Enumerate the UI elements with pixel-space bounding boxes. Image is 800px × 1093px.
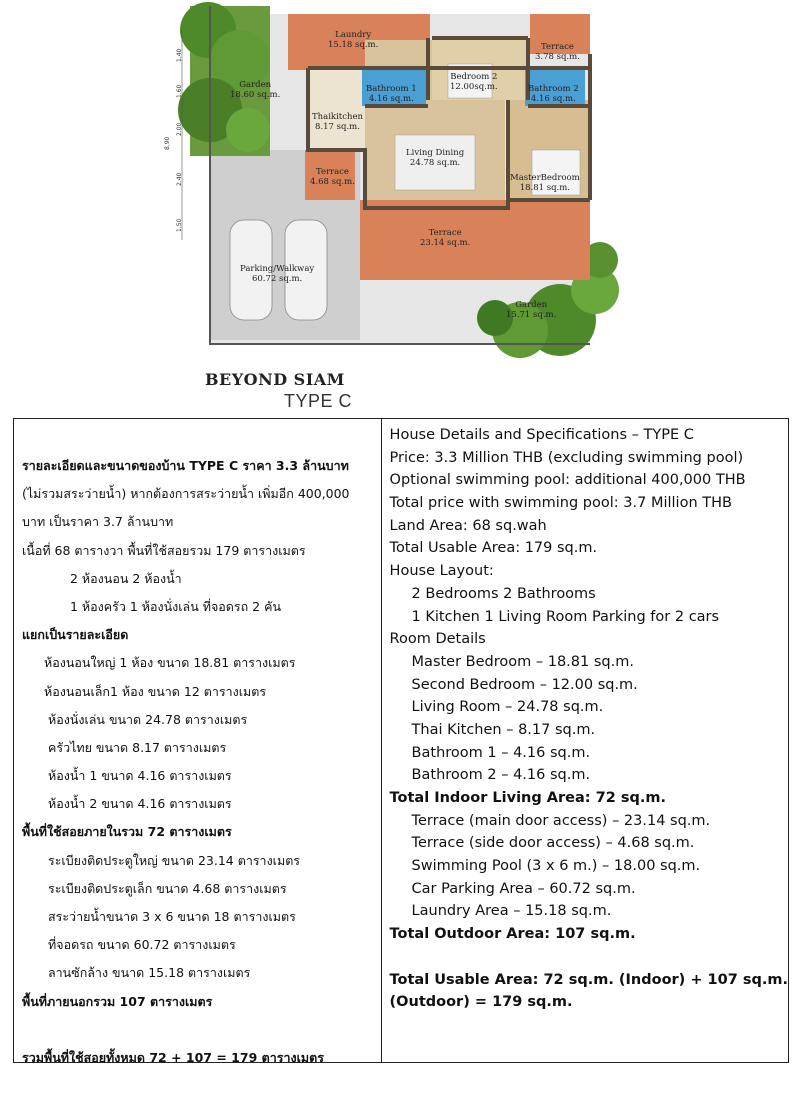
- english-detail-line: 1 Kitchen 1 Living Room Parking for 2 cars: [411, 608, 720, 625]
- english-detail-line: Terrace (main door access) – 23.14 sq.m.: [411, 812, 711, 829]
- thai-detail-line: เนื้อที่ 68 ตารางวา พื้นที่ใช้สอยรวม 179 ตารางเมตร: [22, 542, 306, 558]
- thai-detail-line: รายละเอียดและขนาดของบ้าน TYPE C ราคา 3.3 ล้านบาท: [22, 458, 349, 473]
- room-label-terrace-small: Terrace 3.78 sq.m.: [535, 42, 580, 62]
- english-detail-line: Total price with swimming pool: 3.7 Million THB: [389, 495, 732, 512]
- english-detail-line: House Details and Specifications – TYPE C: [389, 427, 694, 443]
- english-detail-line: Living Room – 24.78 sq.m.: [411, 699, 604, 716]
- english-detail-line: Total Outdoor Area: 107 sq.m.: [389, 926, 636, 943]
- house-type-label: TYPE C: [284, 391, 353, 411]
- thai-detail-line: (ไม่รวมสระว่ายน้ำ) หากต้องการสระว่ายน้ำ เพิ่มอีก 400,000: [22, 486, 350, 502]
- thai-detail-line: บาท เป็นราคา 3.7 ล้านบาท: [22, 514, 174, 530]
- thai-details-column: [14, 419, 382, 1065]
- english-detail-line: Total Usable Area: 72 sq.m. (Indoor) + 107 sq.m.: [389, 971, 788, 988]
- details-table: [13, 418, 789, 1063]
- room-label-garden-left: Garden 18.60 sq.m.: [230, 80, 281, 100]
- english-detail-line: Total Indoor Living Area: 72 sq.m.: [389, 790, 667, 806]
- thai-detail-line: ลานซักล้าง ขนาด 15.18 ตารางเมตร: [48, 965, 251, 981]
- room-label-parking: Parking/Walkway 60.72 sq.m.: [240, 264, 315, 284]
- thai-detail-line: ห้องน้ำ 1 ขนาด 4.16 ตารางเมตร: [48, 768, 232, 784]
- english-detail-line: Room Details: [389, 631, 486, 648]
- dimension-label: 2.40: [176, 172, 183, 186]
- english-detail-line: Second Bedroom – 12.00 sq.m.: [411, 676, 638, 693]
- kitchen-floor: [310, 70, 365, 150]
- english-detail-line: Car Parking Area – 60.72 sq.m.: [411, 880, 636, 897]
- thai-detail-line: 2 ห้องนอน 2 ห้องน้ำ: [70, 570, 182, 586]
- thai-detail-line: ระเบียงติดประตูเล็ก ขนาด 4.68 ตารางเมตร: [48, 880, 287, 896]
- room-label-bathroom1: Bathroom 1 4.16 sq.m.: [366, 84, 417, 104]
- brand-name: BEYOND SIAM: [205, 370, 345, 389]
- dimension-label: 1.40: [176, 48, 183, 62]
- thai-detail-line: ห้องนั่งเล่น ขนาด 24.78 ตารางเมตร: [48, 711, 248, 727]
- english-detail-line: Thai Kitchen – 8.17 sq.m.: [411, 721, 596, 738]
- thai-detail-line: ครัวไทย ขนาด 8.17 ตารางเมตร: [48, 739, 227, 755]
- english-detail-line: Total Usable Area: 179 sq.m.: [389, 540, 598, 557]
- english-detail-line: Optional swimming pool: additional 400,000 THB: [389, 472, 746, 489]
- room-label-master-bedroom: MasterBedroom 18.81 sq.m.: [510, 173, 580, 193]
- thai-detail-line: พื้นที่ภายนอกรวม 107 ตารางเมตร: [22, 993, 213, 1009]
- english-detail-line: House Layout:: [389, 563, 494, 580]
- english-detail-line: Bathroom 1 – 4.16 sq.m.: [411, 744, 591, 761]
- thai-detail-line: ห้องน้ำ 2 ขนาด 4.16 ตารางเมตร: [48, 796, 232, 812]
- room-label-laundry: Laundry 15.18 sq.m.: [328, 30, 379, 50]
- thai-detail-line: แยกเป็นรายละเอียด: [22, 627, 129, 643]
- english-detail-line: Master Bedroom – 18.81 sq.m.: [411, 653, 634, 670]
- thai-detail-line: 1 ห้องครัว 1 ห้องนั่งเล่น ที่จอดรถ 2 คัน: [70, 598, 281, 614]
- dimension-label: 2.00: [176, 122, 183, 136]
- english-detail-line: Laundry Area – 15.18 sq.m.: [411, 903, 612, 920]
- dimension-label: 1.60: [176, 84, 183, 98]
- room-label-bathroom2: Bathroom 2 4.16 sq.m.: [528, 84, 579, 104]
- english-details-column: [382, 419, 788, 1062]
- room-label-terrace-side: Terrace 4.68 sq.m.: [310, 167, 355, 187]
- thai-detail-line: พื้นที่ใช้สอยภายในรวม 72 ตารางเมตร: [22, 824, 232, 840]
- english-detail-line: [390, 946, 788, 969]
- thai-detail-line: [22, 1016, 381, 1044]
- english-detail-line: (Outdoor) = 179 sq.m.: [389, 994, 573, 1011]
- room-label-bedroom2: Bedroom 2 12.00sq.m.: [450, 72, 498, 92]
- english-detail-line: Land Area: 68 sq.wah: [389, 517, 547, 534]
- thai-detail-line: ห้องนอนใหญ่ 1 ห้อง ขนาด 18.81 ตารางเมตร: [44, 655, 296, 671]
- english-detail-line: Terrace (side door access) – 4.68 sq.m.: [411, 835, 695, 852]
- main-terrace-floor: [360, 200, 590, 280]
- english-detail-line: 2 Bedrooms 2 Bathrooms: [411, 585, 596, 602]
- thai-detail-line: ห้องนอนเล็ก1 ห้อง ขนาด 12 ตารางเมตร: [44, 683, 267, 699]
- room-label-thaikitchen: Thaikitchen 8.17 sq.m.: [312, 112, 363, 132]
- floor-plan: [164, 0, 640, 362]
- thai-detail-line: ที่จอดรถ ขนาด 60.72 ตารางเมตร: [48, 937, 236, 953]
- thai-detail-line: ระเบียงติดประตูใหญ่ ขนาด 23.14 ตารางเมตร: [48, 852, 301, 868]
- dimension-total-label: 8.90: [164, 136, 171, 150]
- english-detail-line: Price: 3.3 Million THB (excluding swimming pool): [389, 449, 744, 466]
- room-label-living-dining: Living Dining 24.78 sq.m.: [406, 148, 465, 168]
- english-detail-line: Swimming Pool (3 x 6 m.) – 18.00 sq.m.: [411, 858, 701, 875]
- dimension-label: 1.50: [176, 218, 183, 232]
- room-label-garden-right: Garden 15.71 sq.m.: [506, 300, 557, 320]
- english-detail-line: Bathroom 2 – 4.16 sq.m.: [411, 767, 591, 784]
- room-label-terrace-main: Terrace 23.14 sq.m.: [420, 228, 471, 248]
- thai-detail-line: สระว่ายน้ำขนาด 3 x 6 ขนาด 18 ตารางเมตร: [48, 909, 296, 924]
- thai-detail-line: รวมพื้นที่ใช้สอยทั้งหมด 72 + 107 = 179 ตารางเมตร: [22, 1049, 324, 1065]
